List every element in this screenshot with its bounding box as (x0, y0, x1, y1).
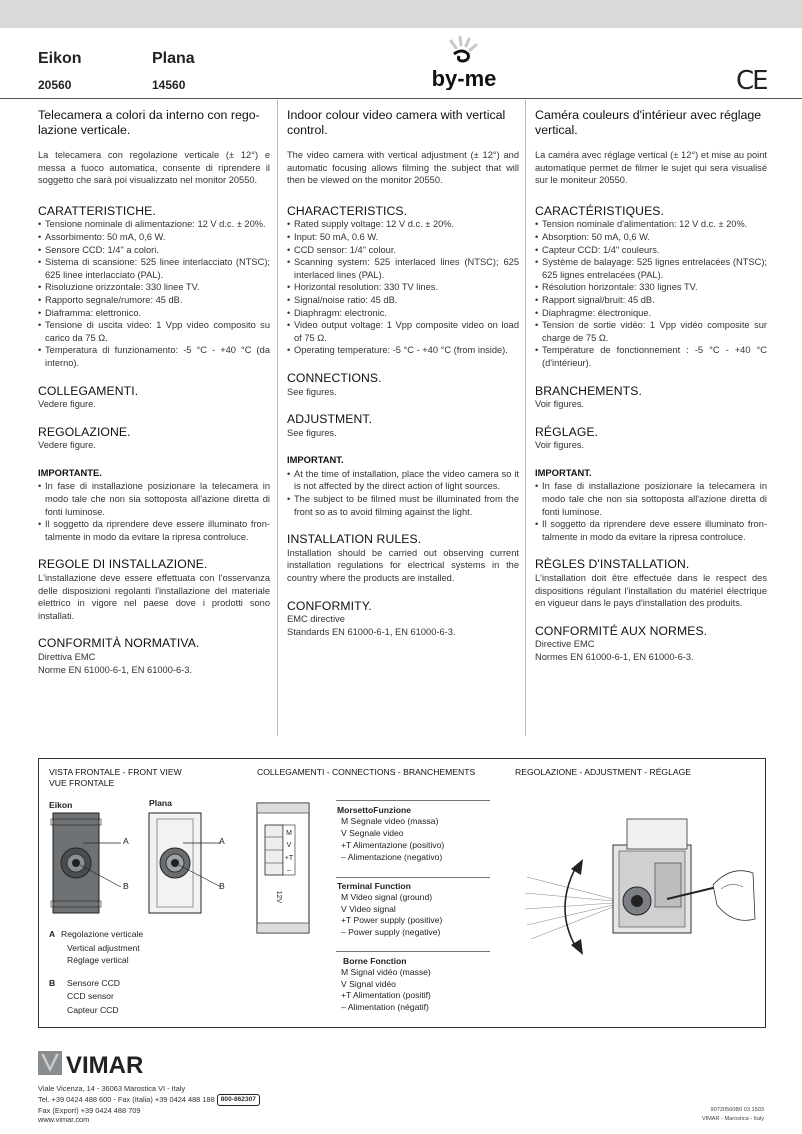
adjustment-illustration (517, 789, 757, 1025)
legend-b-en: CCD sensor (67, 991, 114, 1001)
section-heading: CHARACTERISTICS. (287, 203, 408, 218)
terminal-table-it (336, 800, 490, 801)
column-french: Caméra couleurs d'intérieur avec réglage vertical. La caméra avec réglage vertical (± 12°) et mise au point automatique permet de filmer le sujet qui sera visualisé sur le moniteur 20550. CARACTÉRISTIQUES. • Tension nominale d'alimentation: 12 V d.c. ± 20%. • Absorption: 50 mA, 0,6 W. • Capteur CCD: 1/4" couleurs. • Système de balayage: 525 lignes entrelacées (NTSC); 625 lignes entrelacées (PAL). • Résolution horizontale: 330 lignes TV. • Rapport signal/bruit: 45 dB. • Diaphragme: électronique. • Tension de sortie vidéo: 1 Vpp vidéo composite sur charge de 75 Ω. • Température de fonctionnement : -5 °C - +40 °C (d'intérieur). BRANCHEMENTS. Voir figures. RÉGLAGE. Voir figures. IMPORTANT. • In fase di installazione posizionare la telecamera in modo tale che non sia sottoposta all'azione diretta di fonti luminose. • Il soggetto da riprendere deve essere illuminato fron- talmente in modo da evitare la ripresa controluce. RÈGLES D'INSTALLATION. L'installation doit être effectuée dans le respect des dispositions régulant l'installation du matériel électrique en vigueur dans le pays d'installation des produits. CONFORMITÉ AUX NORMES. Directive EMC Normes EN 61000-6-1, EN 61000-6-3. (535, 108, 767, 679)
terminal-minus: – (287, 867, 291, 874)
terminal-row: V Video signal (341, 904, 396, 914)
section-heading: CARATTERISTICHE. (38, 203, 156, 218)
column-separator (525, 100, 526, 736)
marker-a: A (219, 836, 225, 846)
ce-mark: CE (736, 66, 767, 96)
title: Indoor colour video camera with vertical control. (287, 108, 506, 137)
terminal-row: – Alimentazione (negativo) (341, 852, 443, 862)
legend-b-fr: Capteur CCD (67, 1005, 119, 1015)
brand-text: by-me (431, 66, 497, 90)
terminal-row: +T Alimentazione (positivo) (341, 840, 445, 850)
terminal-m: M (286, 830, 292, 837)
characteristics-list: • Tension nominale d'alimentation: 12 V d.c. ± 20%. • Absorption: 50 mA, 0,6 W. • Capteur CCD: 1/4" couleurs. • Système de balayage: 525 lignes entrelacées (NTSC); 625 lignes entrelacées (PAL). • Résolution horizontale: 330 lignes TV. • Rapport signal/bruit: 45 dB. • Diaphragme: électronique. • Tension de sortie vidéo: 1 Vpp vidéo composite sur charge de 75 Ω. • Température de fonctionnement : -5 °C - +40 °C (d'intérieur). (535, 218, 767, 369)
terminal-table-en-heading: Terminal Function (337, 881, 411, 891)
legend-b-it: Sensore CCD (67, 978, 121, 988)
product-eikon-code: 20560 (38, 78, 72, 92)
terminal-table-it-heading: MorsettoFunzione (337, 805, 411, 815)
vimar-logo (38, 1050, 158, 1081)
legend-a-key: A (49, 929, 56, 939)
section-heading: INSTALLATION RULES. (287, 532, 422, 547)
marker-a: A (123, 836, 129, 846)
green-number-badge: 800-862307 (217, 1094, 260, 1106)
marker-b: B (123, 881, 129, 891)
section-heading: REGOLE DI INSTALLAZIONE. (38, 557, 208, 572)
terminal-table-fr (336, 951, 490, 952)
column-separator (277, 100, 278, 736)
section-heading: CONFORMITÉ AUX NORMES. (535, 623, 708, 638)
plana-device-drawing (147, 811, 233, 915)
terminal-table-en (336, 877, 490, 878)
product-plana-code: 14560 (152, 78, 186, 92)
section-heading: COLLEGAMENTI. (38, 383, 139, 398)
terminal-row: +T Alimentation (positif) (341, 990, 431, 1000)
terminal-row: +T Power supply (positive) (341, 915, 443, 925)
connections-heading: COLLEGAMENTI - CONNECTIONS - BRANCHEMENTS (257, 767, 476, 777)
characteristics-list: • Tensione nominale di alimentazione: 12 V d.c. ± 20%. • Assorbimento: 50 mA, 0,6 W. • Sensore CCD: 1/4" a colori. • Sistema di scansione: 525 linee interlacciato (NTSC); 625 linee interlacciato (PAL). • Risoluzione orizzontale: 330 linee TV. • Rapporto segnale/rumore: 45 dB. • Diaframma: elettronico. • Tensione di uscita video: 1 Vpp video composito su carico da 75 Ω. • Temperatura di funzionamento: -5 °C - +40 °C (da interno). (38, 218, 270, 369)
terminal-row: M Video signal (ground) (341, 892, 433, 902)
important-heading: IMPORTANT. (287, 454, 344, 466)
title: Caméra couleurs d'intérieur avec réglage vertical. (535, 108, 762, 137)
terminal-v: V (286, 842, 292, 849)
terminal-row: V Signal vidéo (341, 979, 396, 989)
column-english: Indoor colour video camera with vertical control. The video camera with vertical adjustment (± 12°) and automatic focusing allows filming the subject that will then be viewed on the monitor 20550. CHARACTERISTICS. • Rated supply voltage: 12 V d.c. ± 20%. • Input: 50 mA, 0.6 W. • CCD sensor: 1/4" colour. • Scanning system: 525 interlaced lines (NTSC); 625 interlaced lines (PAL). • Horizontal resolution: 330 TV lines. • Signal/noise ratio: 45 dB. • Diaphragm: electronic. • Video output voltage: 1 Vpp composite video on load of 75 Ω. • Operating temperature: -5 °C - +40 °C (from inside). CONNECTIONS. See figures. ADJUSTMENT. See figures. IMPORTANT. • At the time of installation, place the video camera so it is not affected by the direct action of light sources. • The subject to be filmed must be illuminated from the front so as to avoid filming against the light. INSTALLATION RULES. Installation should be carried out observing current installation regulations for electrical systems in the country where the products are installed. CONFORMITY. EMC directive Standards EN 61000-6-1, EN 61000-6-3. (287, 108, 519, 653)
legend-a-en: Vertical adjustment (67, 943, 140, 953)
vimar-wordmark: VIMAR (66, 1052, 144, 1076)
eikon-label: Eikon (49, 800, 73, 810)
important-heading: IMPORTANT. (535, 466, 592, 478)
terminal-row: – Alimentation (négatif) (341, 1002, 429, 1012)
header-rule (0, 98, 802, 99)
section-heading: BRANCHEMENTS. (535, 383, 642, 398)
characteristics-list: • Rated supply voltage: 12 V d.c. ± 20%. • Input: 50 mA, 0.6 W. • CCD sensor: 1/4" colour. • Scanning system: 525 interlaced lines (NTSC); 625 interlaced lines (PAL). • Horizontal resolution: 330 TV lines. • Signal/noise ratio: 45 dB. • Diaphragm: electronic. • Video output voltage: 1 Vpp composite video on load of 75 Ω. • Operating temperature: -5 °C - +40 °C (from inside). (287, 218, 519, 357)
terminal-row: V Segnale video (341, 828, 404, 838)
title: Telecamera a colori da interno con rego- lazione verticale. (38, 108, 260, 137)
terminal-block-drawing (251, 799, 327, 939)
section-heading: CONFORMITY. (287, 598, 372, 613)
front-view-heading: VISTA FRONTALE - FRONT VIEW VUE FRONTALE (49, 767, 182, 788)
eikon-device-drawing (47, 811, 133, 915)
legend-a-it: Regolazione verticale (61, 929, 144, 939)
company-address: Viale Vicenza, 14 - 36063 Marostica VI - Italy Tel. +39 0424 488 600 - Fax (Italia) +39 0424 488 188 800-862307 Fax (Export) +39 0424 488 709 www.vimar.com (38, 1084, 260, 1125)
section-heading: REGOLAZIONE. (38, 424, 131, 439)
column-italian: Telecamera a colori da interno con rego- lazione verticale. La telecamera con regolazione verticale (± 12°) e messa a fuoco automatica, consente di riprendere il soggetto che sarà poi visualizzato nel monitor 20550. CARATTERISTICHE. • Tensione nominale di alimentazione: 12 V d.c. ± 20%. • Assorbimento: 50 mA, 0,6 W. • Sensore CCD: 1/4" a colori. • Sistema di scansione: 525 linee interlacciato (NTSC); 625 linee interlacciato (PAL). • Risoluzione orizzontale: 330 linee TV. • Rapporto segnale/rumore: 45 dB. • Diaframma: elettronico. • Tensione di uscita video: 1 Vpp video composito su carico da 75 Ω. • Temperatura di funzionamento: -5 °C - +40 °C (da interno). COLLEGAMENTI. Vedere figure. REGOLAZIONE. Vedere figure. IMPORTANTE. • In fase di installazione posizionare la telecamera in modo tale che non sia sottoposta all'azione diretta di fonti luminose. • Il soggetto da riprendere deve essere illuminato fron- talmente in modo da evitare la ripresa controluce. REGOLE DI INSTALLAZIONE. L'installazione deve essere effettuata con l'osservanza delle disposizioni regolanti l'installazione del materiale elettrico in vigore nel paese dove i prodotti sono installati. CONFORMITÀ NORMATIVA. Direttiva EMC Norme EN 61000-6-1, EN 61000-6-3. (38, 108, 270, 691)
section-heading: RÈGLES D'INSTALLATION. (535, 557, 690, 572)
intro: The video camera with vertical adjustment (± 12°) and automatic focusing allows filming the subject that will then be viewed on the monitor 20550. (287, 150, 519, 186)
legend-b-key: B (49, 978, 56, 988)
terminal-table-fr-heading: Borne Fonction (343, 956, 407, 966)
terminal-row: M Segnale video (massa) (341, 816, 439, 826)
document-code: 90720560B0 03 1503 VIMAR - Marostica - Italy (701, 1107, 764, 1122)
top-band (0, 0, 802, 28)
important-heading: IMPORTANTE. (38, 466, 102, 478)
section-heading: CARACTÉRISTIQUES. (535, 203, 665, 218)
terminal-row: – Power supply (negative) (341, 927, 441, 937)
intro: La telecamera con regolazione verticale (± 12°) e messa a fuoco automatica, consente di riprendere il soggetto che sarà poi visualizzato nel monitor 20550. (38, 150, 270, 186)
terminal-row: M Signal vidéo (masse) (341, 967, 431, 977)
marker-b: B (219, 881, 225, 891)
plana-label: Plana (149, 798, 172, 808)
by-me-logo (418, 34, 510, 90)
intro: La caméra avec réglage vertical (± 12°) et mise au point automatique permet de filmer le sujet qui sera visualisé sur le moniteur 20550. (535, 150, 767, 186)
voltage-label: 12V (275, 890, 282, 904)
section-heading: ADJUSTMENT. (287, 412, 373, 427)
legend-a-fr: Réglage vertical (67, 955, 129, 965)
section-heading: CONFORMITÀ NORMATIVA. (38, 636, 200, 651)
adjustment-heading: REGOLAZIONE - ADJUSTMENT - RÉGLAGE (515, 767, 692, 777)
section-heading: CONNECTIONS. (287, 370, 382, 385)
figures-box (38, 758, 766, 1028)
product-plana-name: Plana (152, 50, 195, 67)
section-heading: RÉGLAGE. (535, 424, 599, 439)
product-eikon-name: Eikon (38, 50, 82, 67)
terminal-plus: +T (284, 855, 294, 862)
